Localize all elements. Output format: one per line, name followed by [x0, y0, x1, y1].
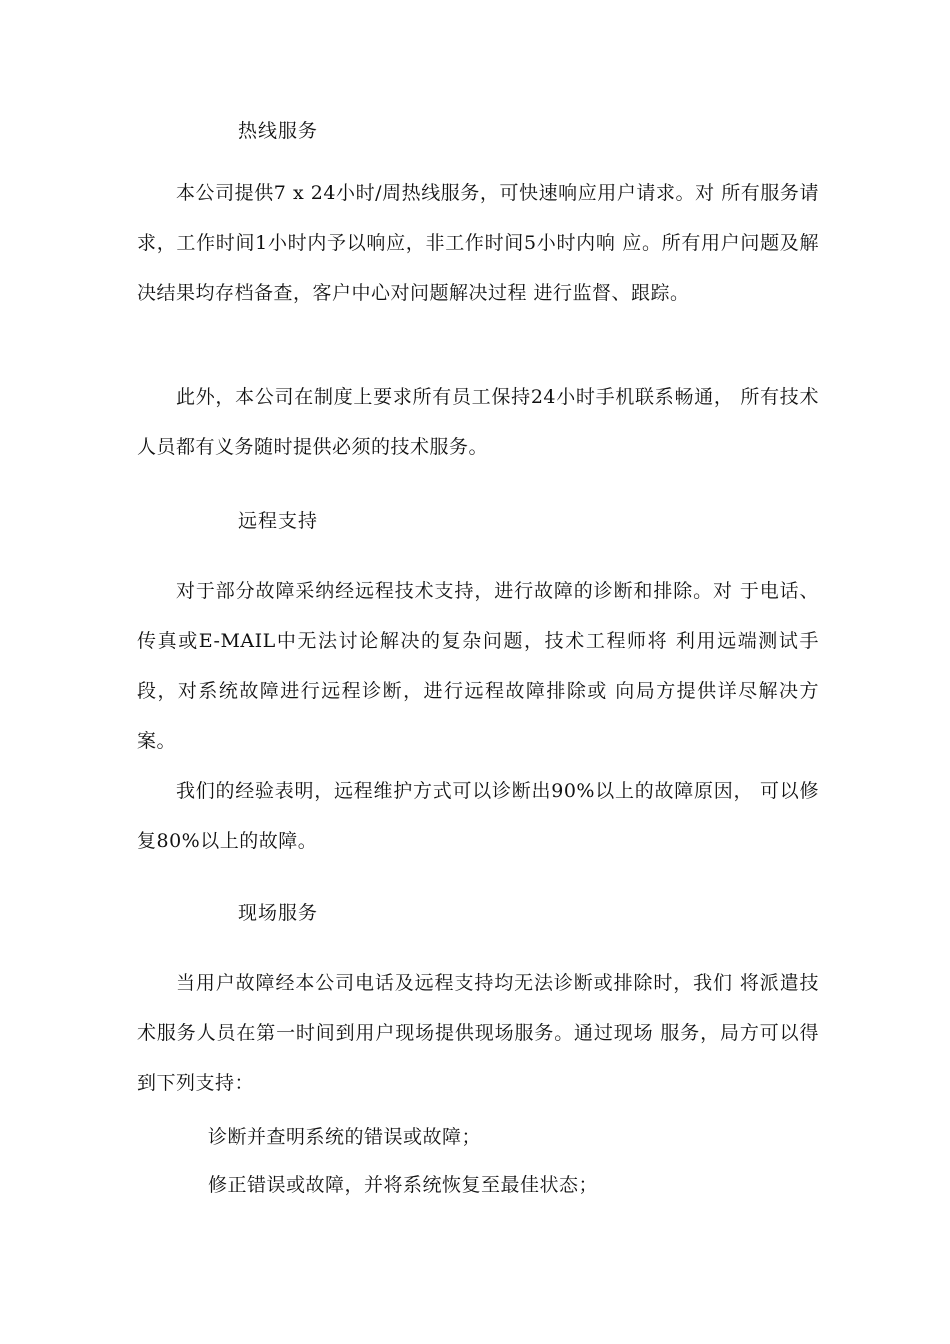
paragraph-remote-2: 我们的经验表明，远程维护方式可以诊断出90%以上的故障原因， 可以修复80%以上的故障。 [137, 780, 819, 852]
paragraph-remote-1: 对于部分故障采纳经远程技术支持，进行故障的诊断和排除。对 于电话、传真或E-MAIL中无法讨论解决的复杂问题，技术工程师将 利用远端测试手段，对系统故障进行远程诊断，进行远程故障排除或 向局方提供详尽解决方案。 [137, 580, 819, 752]
section-heading-remote: 远程支持 [238, 510, 319, 532]
paragraph-hotline-1: 本公司提供7 x 24小时/周热线服务，可快速响应用户请求。对 所有服务请求，工作时间1小时内予以响应，非工作时间5小时内响 应。所有用户问题及解决结果均存档备查，客户中心对问题解决过程 进行监督、跟踪。 [137, 182, 819, 304]
section-heading-hotline: 热线服务 [238, 120, 319, 142]
paragraph-hotline-2: 此外，本公司在制度上要求所有员工保持24小时手机联系畅通， 所有技术人员都有义务随时提供必须的技术服务。 [137, 386, 819, 458]
list-item-onsite-1: 诊断并查明系统的错误或故障； [208, 1126, 482, 1148]
section-heading-onsite: 现场服务 [238, 902, 319, 924]
list-item-onsite-2: 修正错误或故障，并将系统恢复至最佳状态； [208, 1174, 599, 1196]
paragraph-onsite-1: 当用户故障经本公司电话及远程支持均无法诊断或排除时，我们 将派遣技术服务人员在第一时间到用户现场提供现场服务。通过现场 服务，局方可以得到下列支持： [137, 972, 819, 1094]
